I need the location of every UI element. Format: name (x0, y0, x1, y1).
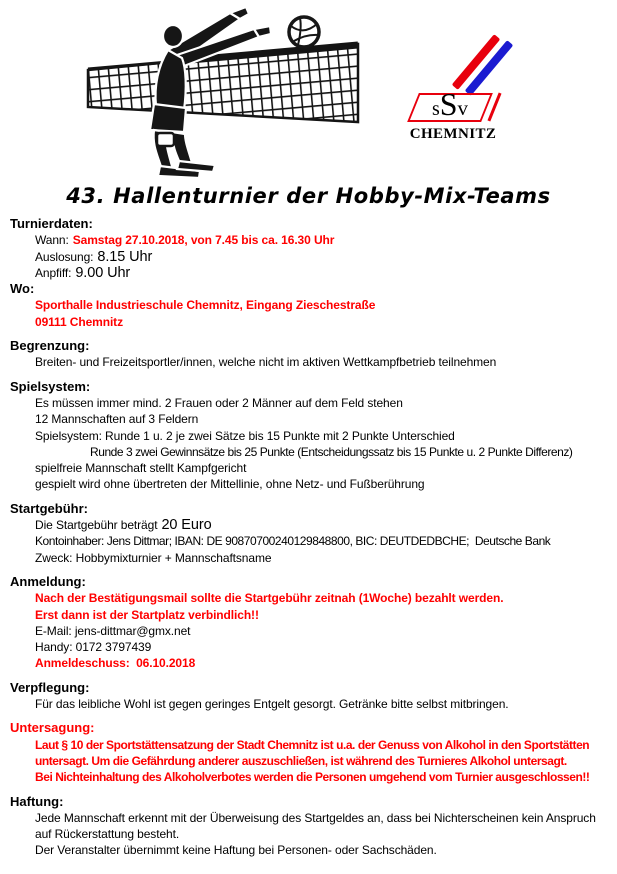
alcohol-ban-line: Laut § 10 der Sportstättensatzung der Stadt Chemnitz ist u.a. der Genuss von Alkohol in den Sportstätten (35, 737, 590, 752)
body-line: Es müssen immer mind. 2 Frauen oder 2 Männer auf dem Feld stehen (35, 395, 403, 410)
section-haftung (10, 794, 617, 859)
logo-letter: S (439, 86, 458, 122)
section-turnierdaten (10, 216, 617, 281)
section-heading: Spielsystem: (10, 378, 91, 394)
venue-city-line: 09111 Chemnitz (35, 314, 123, 329)
payment-notice-line: Erst dann ist der Startplatz verbindlich!! (35, 607, 259, 622)
auslosung-label: Auslosung: (35, 249, 94, 264)
deadline-line: Anmeldeschuss: 06.10.2018 (35, 656, 196, 671)
wann-label: Wann: (35, 233, 69, 248)
section-wo (10, 281, 617, 330)
payment-notice-line: Nach der Bestätigungsmail sollte die Startgebühr zeitnah (1Woche) bezahlt werden. (35, 591, 504, 606)
body-line: gespielt wird ohne übertreten der Mittellinie, ohne Netz- und Fußberührung (35, 477, 425, 492)
line-fee (35, 517, 617, 533)
body-line: Für das leibliche Wohl ist gegen geringes Entgelt gesorgt. Getränke bitte selbst mitbringen. (35, 697, 509, 712)
section-anmeldung (10, 574, 617, 672)
liability-line: Jede Mannschaft erkennt mit der Überweisung des Startgeldes an, dass bei Nichterscheinen kein Anspruch (35, 810, 596, 825)
section-heading: Turnierdaten: (10, 216, 93, 231)
liability-line: auf Rückerstattung besteht. (35, 827, 180, 842)
liability-line: Der Veranstalter übernimmt keine Haftung bei Personen- oder Sachschäden. (35, 843, 437, 858)
venue-line: Sporthalle Industrieschule Chemnitz, Eingang Zieschestraße (35, 298, 376, 313)
logo-letter: v (457, 96, 469, 120)
body-line: spielfreie Mannschaft stellt Kampfgericht (35, 461, 247, 476)
alcohol-ban-line: untersagt. Um die Gefährdung anderer auszuschließen, ist während des Turnieres Alkohol untersagt. (35, 753, 567, 768)
line-wann (35, 232, 617, 248)
logo-club-text (413, 88, 487, 127)
section-heading: Startgebühr: (10, 500, 88, 516)
auslosung-value: 8.15 Uhr (97, 248, 153, 265)
anpfiff-value: 9.00 Uhr (75, 264, 131, 281)
volleyball-player-clipart-icon (72, 6, 364, 178)
section-startgebuehr (10, 501, 617, 566)
anpfiff-label: Anpfiff: (35, 265, 72, 280)
alcohol-ban-line: Bei Nichteinhaltung des Alkoholverbotes werden die Personen umgehend vom Turnier ausgeschlossen!! (35, 770, 590, 785)
section-verpflegung (10, 680, 617, 713)
section-heading: Haftung: (10, 793, 64, 809)
section-spielsystem (10, 379, 617, 493)
email-line: E-Mail: jens-dittmar@gmx.net (35, 623, 191, 638)
section-begrenzung (10, 338, 617, 371)
section-heading: Begrenzung: (10, 338, 90, 354)
body-line: Runde 3 zwei Gewinnsätze bis 25 Punkte (Entscheidungssatz bis 15 Punkte u. 2 Punkte Differenz) (90, 444, 573, 459)
logo-city-text: CHEMNITZ (409, 126, 497, 142)
body-line: Breiten- und Freizeitsportler/innen, welche nicht im aktiven Wettkampfbetrieb teilnehmen (35, 355, 497, 370)
page-title: 43. Hallenturnier der Hobby-Mix-Teams (66, 184, 551, 208)
header (0, 0, 617, 180)
line-auslosung (35, 249, 617, 265)
fee-label: Die Startgebühr beträgt (35, 518, 158, 533)
body-line: 12 Mannschaften auf 3 Feldern (35, 412, 199, 427)
content (0, 216, 617, 859)
section-untersagung (10, 720, 617, 785)
bank-details-line: Kontoinhaber: Jens Dittmar; IBAN: DE 90870700240129848800, BIC: DEUTDEDBCHE; Deutsche Bank (35, 534, 551, 549)
section-heading: Wo: (10, 281, 35, 297)
ssv-chemnitz-logo (405, 22, 537, 154)
section-heading: Untersagung: (10, 720, 95, 736)
wann-value: Samstag 27.10.2018, von 7.45 bis ca. 16.30 Uhr (72, 233, 335, 248)
section-heading: Verpflegung: (10, 679, 90, 695)
section-heading: Anmeldung: (10, 573, 86, 589)
fee-value: 20 Euro (161, 517, 212, 534)
payment-reference-line: Zweck: Hobbymixturnier + Mannschaftsname (35, 550, 272, 565)
logo-letter: s (431, 98, 440, 120)
phone-line: Handy: 0172 3797439 (35, 640, 152, 655)
line-anpfiff (35, 265, 617, 281)
body-line: Spielsystem: Runde 1 u. 2 je zwei Sätze bis 15 Punkte mit 2 Punkte Unterschied (35, 428, 455, 443)
